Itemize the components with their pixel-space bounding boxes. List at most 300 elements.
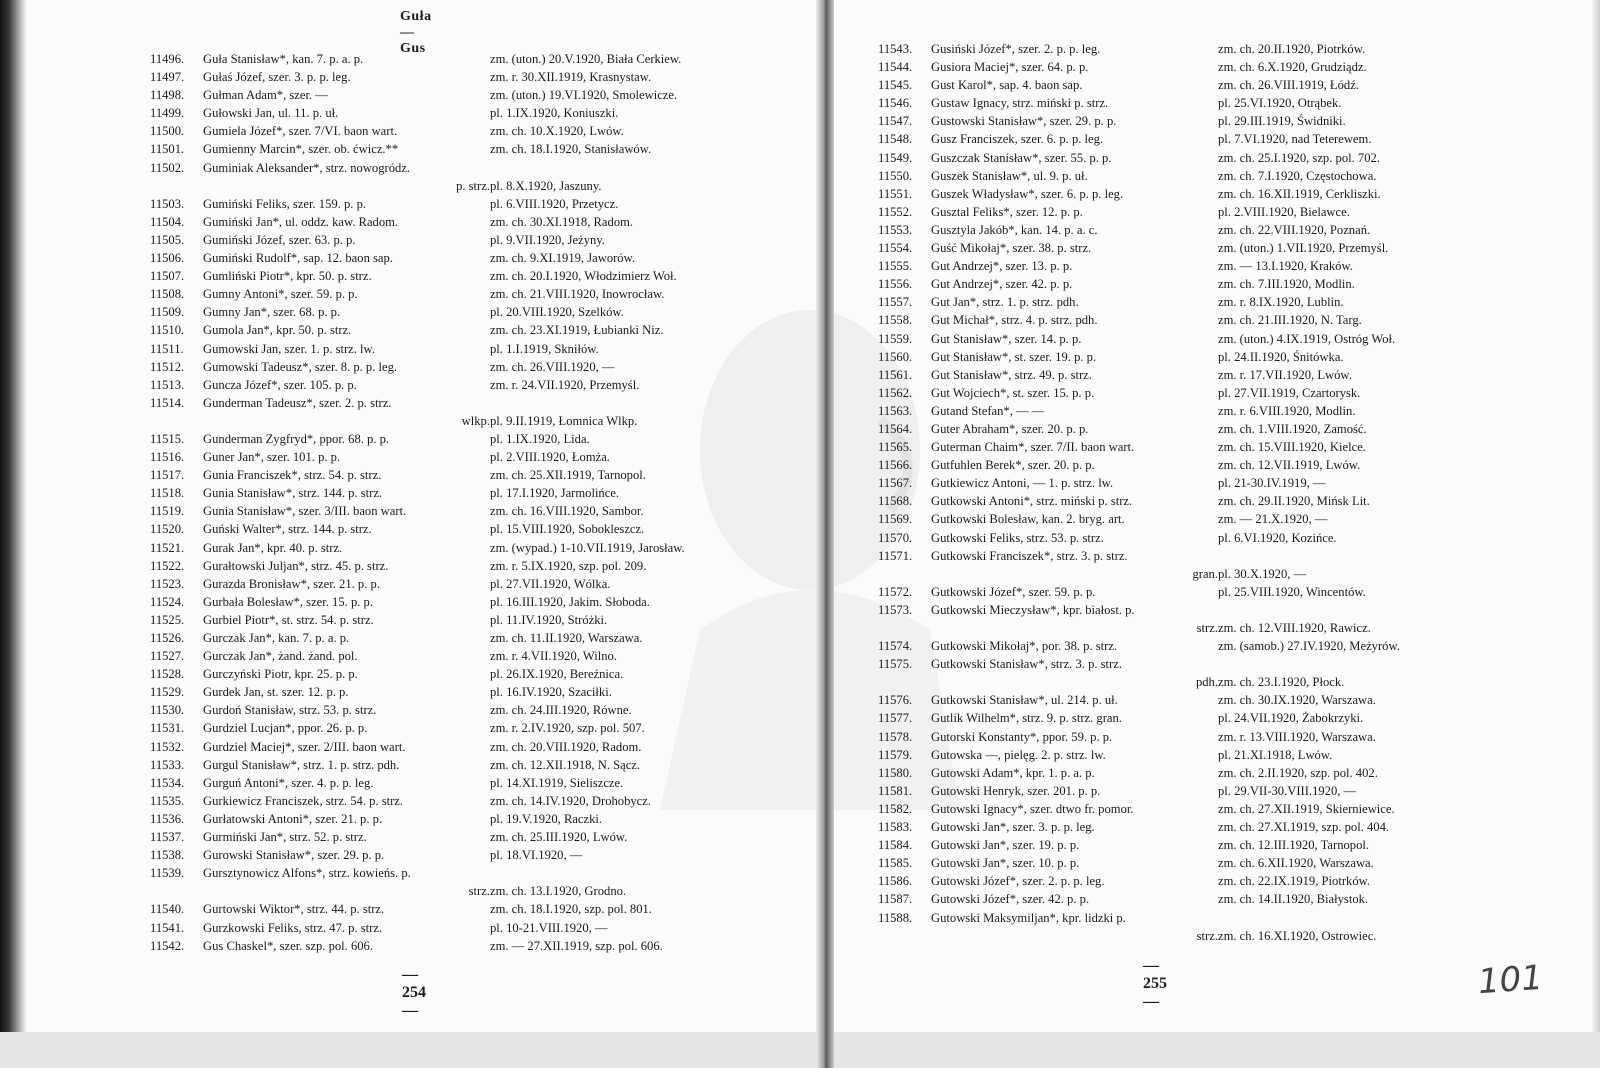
entry-number: 11508. (150, 287, 185, 302)
entry-row (150, 647, 685, 665)
entry-name-unit: Gutkowski Feliks, strz. 53. p. strz. (931, 530, 1104, 545)
entry-number: 11543. (878, 42, 913, 56)
entry-row (878, 58, 1400, 76)
entry-name-unit: Gusz Franciszek, szer. 6. p. p. leg. (931, 132, 1104, 147)
book-gutter (816, 0, 834, 1068)
entry-name-unit: Guminiak Aleksander*, strz. nowogródz. (203, 160, 411, 175)
entry-unit-continuation: strz. (1196, 928, 1218, 943)
entry-fate: pl. 29.III.1919, Świdniki. (1218, 114, 1346, 129)
entry-number: 11519. (150, 504, 185, 519)
entry-fate: pl. 10-21.VIII.1920, — (490, 920, 608, 935)
entry-row (878, 691, 1400, 709)
entry-continuation-row (878, 673, 1400, 691)
entry-row (878, 492, 1400, 510)
entry-name-unit: Gutkowski Józef*, szer. 59. p. p. (931, 584, 1096, 599)
entry-row (878, 402, 1400, 420)
entry-number: 11524. (150, 594, 185, 609)
entry-name-unit: Gunia Stanisław*, strz. 144. p. strz. (203, 486, 383, 501)
entry-row (150, 683, 685, 701)
entry-number: 11580. (878, 765, 913, 780)
entry-number: 11511. (150, 341, 184, 356)
entry-number: 11586. (878, 874, 913, 889)
entry-row (150, 394, 685, 412)
entry-row (150, 919, 685, 937)
entry-number: 11557. (878, 295, 913, 310)
entry-number: 11541. (150, 920, 185, 935)
entry-row (150, 719, 685, 737)
entry-name-unit: Gutorski Konstanty*, ppor. 59. p. p. (931, 729, 1113, 744)
entry-fate: zm. ch. 9.XI.1919, Jaworów. (490, 251, 636, 266)
entry-number: 11576. (878, 693, 913, 708)
entry-row (878, 854, 1400, 872)
entry-fate: zm. ch. 25.XII.1919, Tarnopol. (490, 468, 646, 483)
entry-number: 11505. (150, 232, 185, 247)
entry-name-unit: Gumola Jan*, kpr. 50. p. strz. (203, 323, 352, 338)
entry-name-unit: Gutand Stefan*, — — (931, 403, 1045, 418)
entry-row (878, 601, 1400, 619)
entry-fate: zm. ch. 14.II.1920, Białystok. (1218, 892, 1369, 907)
entry-list-right (878, 40, 1400, 945)
entry-name-unit: Gurazda Bronisław*, szer. 21. p. p. (203, 576, 380, 591)
entry-number: 11523. (150, 576, 185, 591)
entry-number: 11574. (878, 639, 913, 654)
entry-fate: pl. 6.VI.1920, Kozińce. (1218, 530, 1337, 545)
entry-number: 11572. (878, 584, 913, 599)
entry-row (150, 321, 685, 339)
entry-name-unit: Gumny Jan*, szer. 68. p. p. (203, 305, 341, 320)
entry-fate: zm. — 27.XII.1919, szp. pol. 606. (490, 938, 663, 953)
entry-fate: zm. ch. 16.XII.1919, Cerkliszki. (1218, 186, 1381, 201)
entry-name-unit: Gurczak Jan*, kan. 7. p. a. p. (203, 631, 350, 645)
entry-row (878, 185, 1400, 203)
entry-continuation-row (878, 927, 1400, 945)
entry-fate: zm. ch. 12.VIII.1920, Rawicz. (1218, 621, 1371, 635)
entry-number: 11585. (878, 856, 913, 871)
entry-fate: pl. 16.III.1920, Jakim. Słoboda. (490, 594, 650, 609)
entry-fate: pl. 21.XI.1918, Lwów. (1218, 747, 1333, 762)
entry-row (878, 94, 1400, 112)
entry-row (878, 655, 1400, 673)
entry-number: 11584. (878, 838, 913, 853)
entry-row (150, 340, 685, 358)
entry-row (878, 818, 1400, 836)
entry-row (878, 637, 1400, 655)
entry-number: 11573. (878, 602, 913, 617)
entry-row (150, 900, 685, 918)
entry-continuation-row (878, 565, 1400, 583)
entry-fate: zm. r. 30.XII.1919, Krasnystaw. (490, 70, 652, 85)
entry-name-unit: Gurbiel Piotr*, st. strz. 54. p. strz. (203, 612, 374, 627)
entry-row (150, 285, 685, 303)
entry-fate: zm. r. 24.VII.1920, Przemyśl. (490, 377, 640, 392)
entry-number: 11507. (150, 269, 185, 284)
entry-number: 11555. (878, 259, 913, 274)
entry-number: 11565. (878, 440, 913, 455)
entry-row (878, 909, 1400, 927)
entry-number: 11554. (878, 241, 913, 256)
entry-fate: pl. 20.VIII.1920, Szelków. (490, 305, 624, 320)
entry-row (150, 122, 685, 140)
entry-row (878, 709, 1400, 727)
entry-row (150, 267, 685, 285)
entry-number: 11570. (878, 530, 913, 545)
entry-name-unit: Gumiński Józef, szer. 63. p. p. (203, 232, 356, 247)
entry-unit-continuation: pdh. (1195, 675, 1218, 690)
entry-number: 11563. (878, 403, 913, 418)
entry-number: 11510. (150, 323, 185, 338)
entry-number: 11548. (878, 132, 913, 147)
entry-number: 11583. (878, 820, 913, 835)
entry-row (878, 890, 1400, 908)
entry-row (878, 330, 1400, 348)
entry-row (878, 130, 1400, 148)
entry-name-unit: Guść Mikołaj*, szer. 38. p. strz. (931, 241, 1092, 256)
entry-row (150, 629, 685, 647)
entry-fate: pl. 8.X.1920, Jaszuny. (490, 178, 602, 193)
entry-number: 11559. (878, 331, 913, 346)
entry-row (150, 466, 685, 484)
entry-row (878, 510, 1400, 528)
entry-continuation-row (150, 412, 685, 430)
entry-fate: zm. r. 8.IX.1920, Lublin. (1218, 295, 1344, 310)
entry-name-unit: Gut Michał*, strz. 4. p. strz. pdh. (931, 313, 1098, 328)
entry-row (150, 665, 685, 683)
entry-fate: zm. ch. 18.I.1920, Stanisławów. (490, 142, 652, 157)
entry-name-unit: Gurdoń Stanisław, strz. 53. p. strz. (203, 703, 377, 718)
entry-continuation-row (150, 177, 685, 195)
entry-fate: pl. 24.II.1920, Śnitówka. (1218, 349, 1344, 364)
entry-row (878, 800, 1400, 818)
entry-fate: zm. ch. 11.II.1920, Warszawa. (490, 631, 643, 645)
entry-fate: pl. 21-30.IV.1919, — (1218, 476, 1326, 491)
entry-fate: zm. (uton.) 20.V.1920, Biała Cerkiew. (490, 52, 682, 66)
entry-number: 11503. (150, 196, 185, 211)
entry-number: 11501. (150, 142, 185, 157)
entry-fate: zm. (uton.) 19.VI.1920, Smolewicze. (490, 88, 678, 103)
entry-number: 11533. (150, 757, 185, 772)
entry-row (150, 303, 685, 321)
entry-fate: zm. (uton.) 4.IX.1919, Ostróg Woł. (1218, 331, 1396, 346)
entry-number: 11534. (150, 775, 185, 790)
entry-fate: zm. ch. 21.VIII.1920, Inowrocław. (490, 287, 665, 302)
entry-row (150, 937, 685, 955)
entry-fate: pl. 25.VI.1920, Otrąbek. (1218, 96, 1342, 111)
entry-number: 11552. (878, 204, 913, 219)
entry-fate: zm. (wypad.) 1-10.VII.1919, Jarosław. (490, 540, 685, 555)
entry-row (150, 448, 685, 466)
entry-number: 11577. (878, 711, 913, 726)
entry-name-unit: Gutowski Adam*, kpr. 1. p. a. p. (931, 765, 1095, 780)
entry-number: 11497. (150, 70, 185, 85)
entry-row (878, 384, 1400, 402)
entry-row (878, 420, 1400, 438)
entry-unit-continuation: gran. (1192, 566, 1218, 581)
entry-number: 11558. (878, 313, 913, 328)
entry-name-unit: Gurtowski Wiktor*, strz. 44. p. strz. (203, 902, 385, 917)
entry-unit-continuation: strz. (1196, 621, 1218, 635)
entry-unit-continuation: strz. (468, 884, 490, 899)
entry-name-unit: Gut Andrzej*, szer. 42. p. p. (931, 277, 1073, 292)
entry-number: 11550. (878, 168, 913, 183)
entry-row (150, 231, 685, 249)
entry-fate: zm. ch. 13.I.1920, Grodno. (490, 884, 627, 899)
entry-number: 11496. (150, 52, 185, 66)
entry-fate: zm. ch. 15.VIII.1920, Kielce. (1218, 440, 1366, 455)
entry-fate: zm. ch. 7.III.1920, Modlin. (1218, 277, 1355, 292)
entry-row (878, 728, 1400, 746)
entry-name-unit: Gurbała Bolesław*, szer. 15. p. p. (203, 594, 373, 609)
entry-name-unit: Gumiela Józef*, szer. 7/VI. baon wart. (203, 124, 398, 139)
entry-row (878, 348, 1400, 366)
entry-number: 11562. (878, 385, 913, 400)
entry-row (878, 239, 1400, 257)
entry-name-unit: Guncza Józef*, szer. 105. p. p. (203, 377, 357, 392)
entry-name-unit: Guszek Władysław*, szer. 6. p. p. leg. (931, 186, 1124, 201)
entry-fate: zm. ch. 30.IX.1920, Warszawa. (1218, 693, 1376, 708)
entry-number: 11515. (150, 431, 185, 446)
handwritten-page-note: 101 (1476, 957, 1545, 1003)
entry-unit-continuation: p. strz. (456, 178, 490, 193)
entry-fate: pl. 14.XI.1919, Sieliszcze. (490, 775, 624, 790)
entry-fate: pl. 11.IV.1920, Stróżki. (490, 612, 608, 627)
entry-fate: pl. 7.VI.1920, nad Teterewem. (1218, 132, 1372, 147)
entry-row (150, 792, 685, 810)
entry-number: 11535. (150, 793, 185, 808)
entry-row (878, 583, 1400, 601)
entry-name-unit: Guszek Stanisław*, ul. 9. p. uł. (931, 168, 1088, 183)
entry-fate: zm. ch. 30.XI.1918, Radom. (490, 214, 634, 229)
entry-fate: zm. ch. 26.VIII.1919, Łódź. (1218, 78, 1359, 93)
entry-fate: zm. ch. 10.X.1920, Lwów. (490, 124, 624, 139)
entry-fate: zm. ch. 20.VIII.1920, Radom. (490, 739, 642, 754)
entry-name-unit: Gutowski Maksymiljan*, kpr. lidzki p. (931, 910, 1126, 925)
entry-name-unit: Gułman Adam*, szer. — (203, 88, 328, 103)
entry-row (150, 575, 685, 593)
entry-row (150, 249, 685, 267)
entry-number: 11512. (150, 359, 185, 374)
entry-row (150, 846, 685, 864)
entry-name-unit: Gut Andrzej*, szer. 13. p. p. (931, 259, 1073, 274)
entry-number: 11561. (878, 367, 913, 382)
entry-name-unit: Gutowski Ignacy*, szer. dtwo fr. pomor. (931, 801, 1134, 816)
entry-number: 11544. (878, 60, 913, 75)
entry-name-unit: Gut Stanisław*, strz. 49. p. strz. (931, 367, 1092, 382)
entry-row (150, 520, 685, 538)
entry-number: 11528. (150, 667, 185, 682)
entry-name-unit: Gumowski Tadeusz*, szer. 8. p. p. leg. (203, 359, 398, 374)
entry-name-unit: Gurdziel Maciej*, szer. 2/III. baon wart. (203, 739, 406, 754)
entry-row (150, 864, 685, 882)
entry-name-unit: Gutkowski Stanisław*, ul. 214. p. uł. (931, 693, 1118, 708)
entry-name-unit: Guter Abraham*, szer. 20. p. p. (931, 421, 1089, 436)
entry-number: 11520. (150, 522, 185, 537)
entry-fate: zm. ch. 16.VIII.1920, Sambor. (490, 504, 644, 519)
entry-row (878, 782, 1400, 800)
entry-number: 11530. (150, 703, 185, 718)
entry-name-unit: Gut Jan*, strz. 1. p. strz. pdh. (931, 295, 1079, 310)
entry-number: 11518. (150, 486, 185, 501)
entry-fate: pl. 19.V.1920, Raczki. (490, 811, 603, 826)
entry-name-unit: Gurałtowski Juljan*, strz. 45. p. strz. (203, 558, 389, 573)
entry-name-unit: Gurguń Antoni*, szer. 4. p. p. leg. (203, 775, 374, 790)
entry-name-unit: Guner Jan*, szer. 101. p. p. (203, 450, 341, 465)
entry-row (150, 484, 685, 502)
entry-row (150, 213, 685, 231)
entry-number: 11537. (150, 830, 185, 845)
entry-fate: zm. r. 4.VII.1920, Wilno. (490, 649, 617, 664)
entry-name-unit: Gutowski Józef*, szer. 2. p. p. leg. (931, 874, 1105, 889)
entry-fate: pl. 30.X.1920, — (1218, 566, 1307, 581)
entry-fate: zm. ch. 23.XI.1919, Łubianki Niz. (490, 323, 664, 338)
entry-name-unit: Gurczak Jan*, żand. żand. pol. (203, 649, 358, 664)
entry-row (878, 366, 1400, 384)
entry-number: 11556. (878, 277, 913, 292)
entry-name-unit: Gust Karol*, sap. 4. baon sap. (931, 78, 1083, 93)
entry-fate: pl. 16.IV.1920, Szaciłki. (490, 685, 612, 700)
entry-row (150, 195, 685, 213)
entry-name-unit: Gursztynowicz Alfons*, strz. kowieńs. p. (203, 866, 411, 881)
entry-fate: pl. 1.IX.1920, Lida. (490, 431, 590, 446)
entry-fate: pl. 1.I.1919, Skniłów. (490, 341, 599, 356)
entry-fate: zm. ch. 12.VII.1919, Lwów. (1218, 458, 1361, 473)
entry-number: 11536. (150, 811, 185, 826)
entry-number: 11581. (878, 783, 913, 798)
entry-number: 11551. (878, 186, 913, 201)
entry-name-unit: Gutkowski Franciszek*, strz. 3. p. strz. (931, 548, 1128, 563)
entry-row (150, 358, 685, 376)
entry-row (150, 701, 685, 719)
entry-number: 11516. (150, 450, 185, 465)
entry-row (150, 810, 685, 828)
entry-fate: pl. 1.IX.1920, Koniuszki. (490, 106, 619, 121)
entry-row (150, 68, 685, 86)
entry-number: 11525. (150, 612, 185, 627)
entry-fate: zm. ch. 22.VIII.1920, Poznań. (1218, 222, 1371, 237)
entry-name-unit: Gutkiewicz Antoni, — 1. p. strz. lw. (931, 476, 1114, 491)
entry-fate: zm. ch. 29.II.1920, Mińsk Lit. (1218, 494, 1370, 509)
entry-fate: pl. 17.I.1920, Jarmolińce. (490, 486, 620, 501)
entry-number: 11547. (878, 114, 913, 129)
entry-name-unit: Gurowski Stanisław*, szer. 29. p. p. (203, 848, 385, 863)
entry-row (878, 40, 1400, 58)
entry-name-unit: Gurgul Stanisław*, strz. 1. p. strz. pdh. (203, 757, 400, 772)
entry-row (878, 167, 1400, 185)
entry-fate: pl. 29.VII-30.VIII.1920, — (1218, 783, 1357, 798)
entry-fate: pl. 9.VII.1920, Jeżyny. (490, 232, 605, 247)
entry-number: 11540. (150, 902, 185, 917)
entry-name-unit: Gurak Jan*, kpr. 40. p. strz. (203, 540, 343, 555)
entry-row (150, 376, 685, 394)
entry-row (878, 311, 1400, 329)
entry-fate: zm. ch. 27.XI.1919, szp. pol. 404. (1218, 820, 1390, 835)
entry-name-unit: Gurczyński Piotr, kpr. 25. p. p. (203, 667, 358, 682)
entry-name-unit: Gumienny Marcin*, szer. ob. ćwicz.** (203, 142, 399, 157)
entry-number: 11553. (878, 222, 913, 237)
entry-number: 11521. (150, 540, 185, 555)
entry-fate: pl. 27.VII.1920, Wólka. (490, 576, 611, 591)
entry-number: 11575. (878, 657, 913, 672)
entry-fate: pl. 27.VII.1919, Czartorysk. (1218, 385, 1361, 400)
entry-number: 11571. (878, 548, 913, 563)
entry-row (150, 86, 685, 104)
entry-name-unit: Gutowski Józef*, szer. 42. p. p. (931, 892, 1090, 907)
entry-name-unit: Guterman Chaim*, szer. 7/II. baon wart. (931, 440, 1135, 455)
entry-name-unit: Gumowski Jan, szer. 1. p. strz. lw. (203, 341, 375, 356)
entry-name-unit: Gustowski Stanisław*, szer. 29. p. p. (931, 114, 1117, 129)
entry-fate: zm. (uton.) 1.VII.1920, Przemyśl. (1218, 241, 1389, 256)
entry-name-unit: Gurłatowski Antoni*, szer. 21. p. p. (203, 811, 383, 826)
entry-number: 11499. (150, 106, 185, 121)
entry-row (150, 611, 685, 629)
entry-fate: pl. 2.VIII.1920, Łomża. (490, 450, 610, 465)
entry-name-unit: Gutkowski Antoni*, strz. miński p. strz. (931, 494, 1133, 509)
entry-number: 11509. (150, 305, 185, 320)
entry-name-unit: Gustaw Ignacy, strz. miński p. strz. (931, 96, 1109, 111)
entry-number: 11542. (150, 938, 185, 953)
entry-fate: zm. ch. 14.IV.1920, Drohobycz. (490, 793, 652, 808)
entry-fate: zm. ch. 7.I.1920, Częstochowa. (1218, 168, 1377, 183)
scan-right-edge (1592, 0, 1600, 1068)
entry-row (878, 221, 1400, 239)
entry-name-unit: Gutkowski Mieczysław*, kpr. białost. p. (931, 602, 1135, 617)
entry-name-unit: Gutowska —, pielęg. 2. p. strz. lw. (931, 747, 1106, 762)
entry-unit-continuation: wlkp. (461, 413, 490, 428)
entry-number: 11579. (878, 747, 913, 762)
entry-row (878, 456, 1400, 474)
entry-fate: zm. ch. 1.VIII.1920, Zamość. (1218, 421, 1367, 436)
entry-name-unit: Gutfuhlen Berek*, szer. 20. p. p. (931, 458, 1095, 473)
entry-number: 11498. (150, 88, 185, 103)
entry-fate: zm. (samob.) 27.IV.1920, Meżyrów. (1218, 639, 1400, 654)
entry-name-unit: Gut Wojciech*, st. szer. 15. p. p. (931, 385, 1095, 400)
entry-name-unit: Gurzkowski Feliks, strz. 47. p. strz. (203, 920, 383, 935)
entry-name-unit: Gumny Antoni*, szer. 59. p. p. (203, 287, 358, 302)
entry-name-unit: Gumliński Piotr*, kpr. 50. p. strz. (203, 269, 372, 284)
entry-row (878, 76, 1400, 94)
entry-name-unit: Guszczak Stanisław*, szer. 55. p. p. (931, 150, 1112, 165)
entry-number: 11566. (878, 458, 913, 473)
entry-fate: zm. ch. 12.III.1920, Tarnopol. (1218, 838, 1370, 853)
entry-fate: pl. 15.VIII.1920, Sobokleszcz. (490, 522, 645, 537)
entry-number: 11582. (878, 801, 913, 816)
entry-fate: zm. r. 13.VIII.1920, Warszawa. (1218, 729, 1376, 744)
entry-row (878, 474, 1400, 492)
entry-name-unit: Gus Chaskel*, szer. szp. pol. 606. (203, 938, 373, 953)
entry-number: 11500. (150, 124, 185, 139)
entry-fate: pl. 25.VIII.1920, Wincentów. (1218, 584, 1366, 599)
entry-fate: zm. ch. 16.XI.1920, Ostrowiec. (1218, 928, 1377, 943)
entry-fate: zm. ch. 25.I.1920, szp. pol. 702. (1218, 150, 1380, 165)
entry-fate: zm. ch. 18.I.1920, szp. pol. 801. (490, 902, 652, 917)
entry-row (878, 872, 1400, 890)
entry-name-unit: Gułaś Józef, szer. 3. p. p. leg. (203, 70, 351, 85)
entry-number: 11526. (150, 631, 185, 645)
entry-name-unit: Gumiński Feliks, szer. 159. p. p. (203, 196, 367, 211)
entry-fate: zm. r. 2.IV.1920, szp. pol. 507. (490, 721, 645, 736)
entry-row (878, 257, 1400, 275)
entry-fate: zm. ch. 24.III.1920, Równe. (490, 703, 632, 718)
entry-row (150, 738, 685, 756)
entry-number: 11587. (878, 892, 913, 907)
entry-fate: zm. r. 17.VII.1920, Lwów. (1218, 367, 1352, 382)
entry-name-unit: Gutkowski Stanisław*, strz. 3. p. strz. (931, 657, 1122, 672)
entry-number: 11564. (878, 421, 913, 436)
entry-number: 11527. (150, 649, 185, 664)
entry-fate: zm. — 21.X.1920, — (1218, 512, 1328, 527)
entry-row (150, 104, 685, 122)
entry-row (150, 50, 685, 68)
entry-name-unit: Gunderman Zygfryd*, ppor. 68. p. p. (203, 431, 390, 446)
